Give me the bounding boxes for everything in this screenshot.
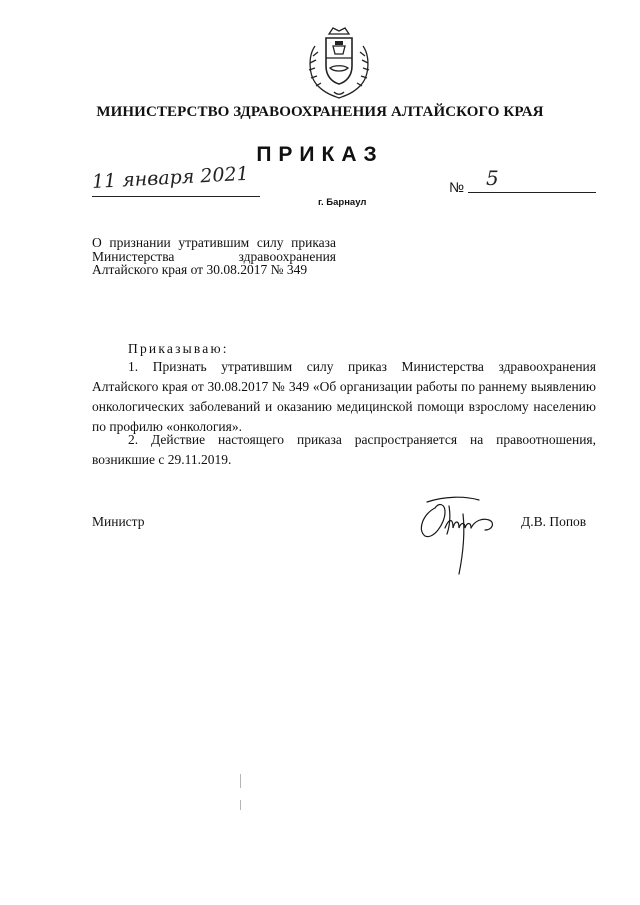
paragraph-2-text: 2. Действие настоящего приказа распространяется на правоотношения, возникшие с 29.11.2019. [92,432,596,467]
date-underline [92,196,260,197]
number-label: № [449,179,465,195]
document-subject: О признании утратившим силу приказа Министерства здравоохранения Алтайского края от 30.08.2017 № 349 [92,235,336,277]
signatory-position: Министр [92,514,145,529]
coat-of-arms-icon [298,22,380,104]
paragraph-1-text: 1. Признать утратившим силу приказ Министерства здравоохранения Алтайского края от 30.08.2017 № 349 «Об организации работы по раннему выявлению онкологических заболеваний и оказанию медицинской помощи взрослому населению по профилю «онкология». [92,359,596,434]
city-label: г. Барнаул [318,197,367,208]
ministry-name: МИНИСТЕРСТВО ЗДРАВООХРАНЕНИЯ АЛТАЙСКОГО КРАЯ [96,104,544,120]
paragraph-2 [92,430,596,470]
handwritten-date: 11 января 2021 [91,162,250,193]
paragraph-1 [92,357,596,437]
scan-artifact-mark [240,800,241,810]
scan-artifact-mark [240,774,241,788]
handwritten-number: 5 [486,166,499,190]
signatory-name: Д.В. Попов [521,514,587,529]
document-title: ПРИКАЗ [256,143,384,166]
decree-word: Приказываю: [128,341,229,356]
number-underline [468,192,596,193]
handwritten-signature-icon [405,478,513,580]
